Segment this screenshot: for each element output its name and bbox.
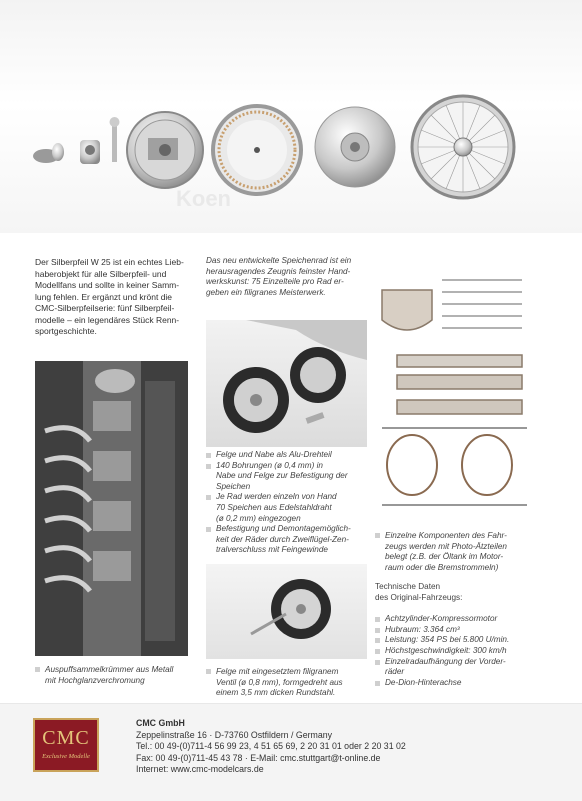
cmc-logo: CMC Exclusive Modelle — [33, 718, 99, 772]
footer — [0, 703, 582, 801]
wheel-rim-part — [213, 106, 301, 194]
contact-block — [136, 718, 406, 776]
tech-title: Technische Daten des Original-Fahrzeugs: — [375, 582, 463, 602]
tech-item: Höchstgeschwindigkeit: 300 km/h — [375, 646, 545, 657]
wheel-disc-part — [315, 107, 395, 187]
wheel-intro-text: Das neu entwickelte Speichenrad ist ein herausragendes Zeugnis feinster Hand- werkskunst: 75 Einzelteile pro Rad er- geben ein filigranes Meisterwerk. — [206, 256, 352, 297]
tech-item: Einzelradaufhängung der Vorder- räder — [375, 657, 545, 678]
internet-link[interactable]: Internet: www.cmc-modelcars.de — [136, 764, 264, 774]
intro-text: Der Silberpfeil W 25 ist ein echtes Lieb- haberobjekt für alle Silberpfeil- und Modellfans und sollte in keiner Samm- lung fehlen. Er ergänzt und krönt die CMC-Silberpfeilserie: fünf Silberpfeil- modelle – ein legendäres Stück Renn- sportgeschichte. — [35, 257, 184, 336]
etch-caption: Einzelne Komponenten des Fahr- zeugs werden mit Photo-Ätzteilen belegt (z.B. der Öltank im Motor- raum oder die Bremstrommeln) — [375, 531, 545, 573]
tech-item: Achtzylinder-Kompressormotor — [375, 614, 545, 625]
pin-part — [112, 122, 117, 162]
technical-data — [375, 582, 545, 688]
wheel-feature-1: Felge und Nabe als Alu-Drehteil — [206, 450, 376, 461]
tech-list — [375, 614, 545, 688]
address: Zeppelinstraße 16 · D-73760 Ostfildern / Germany — [136, 729, 333, 740]
valve-caption: Felge mit eingesetztem filigranem Ventil (ø 0,8 mm), formgedreht aus einem 3,5 mm dicken Rundstahl. — [206, 667, 376, 699]
hub-bolt-part — [80, 140, 100, 164]
wheel-feature-3: Je Rad werden einzeln von Hand 70 Speichen aus Edelstahldraht (ø 0,2 mm) eingezogen — [206, 492, 376, 524]
tech-item: Hubraum: 3.364 cm³ — [375, 625, 545, 636]
wheel-feature-4: Befestigung und Demontagemöglich- keit der Räder durch Zweiflügel-Zen- tralverschluss mit Feingewinde — [206, 524, 376, 556]
tech-item: Leistung: 354 PS bei 5.800 U/min. — [375, 635, 545, 646]
photo-etched-parts-image — [372, 260, 532, 525]
engine-exhaust-photo — [35, 361, 188, 656]
brake-drum-part — [127, 112, 203, 188]
watermark-koen-top: Koen — [176, 186, 231, 211]
telephone: Tel.: 00 49-(0)711-4 56 99 23, 4 51 65 69, 2 20 31 01 oder 2 20 31 02 — [136, 741, 406, 751]
rim-valve-photo — [206, 564, 367, 659]
spoked-wheel-part — [412, 96, 514, 198]
wheel-closeup-photo — [206, 320, 367, 447]
tech-item: De-Dion-Hinterachse — [375, 678, 545, 689]
fax-email[interactable]: Fax: 00 49-(0)711-45 43 78 · E-Mail: cmc.stuttgart@t-online.de — [136, 752, 381, 763]
exhaust-caption: Auspuffsammelkrümmer aus Metall mit Hochglanzverchromung — [35, 665, 195, 686]
wing-nut-part — [33, 143, 64, 163]
wheel-feature-2: 140 Bohrungen (ø 0,4 mm) in Nabe und Felge zur Befestigung der Speichen — [206, 461, 376, 493]
wheel-feature-list — [206, 450, 376, 556]
wheel-parts-photo — [0, 0, 582, 233]
company-name: CMC GmbH — [136, 718, 185, 728]
